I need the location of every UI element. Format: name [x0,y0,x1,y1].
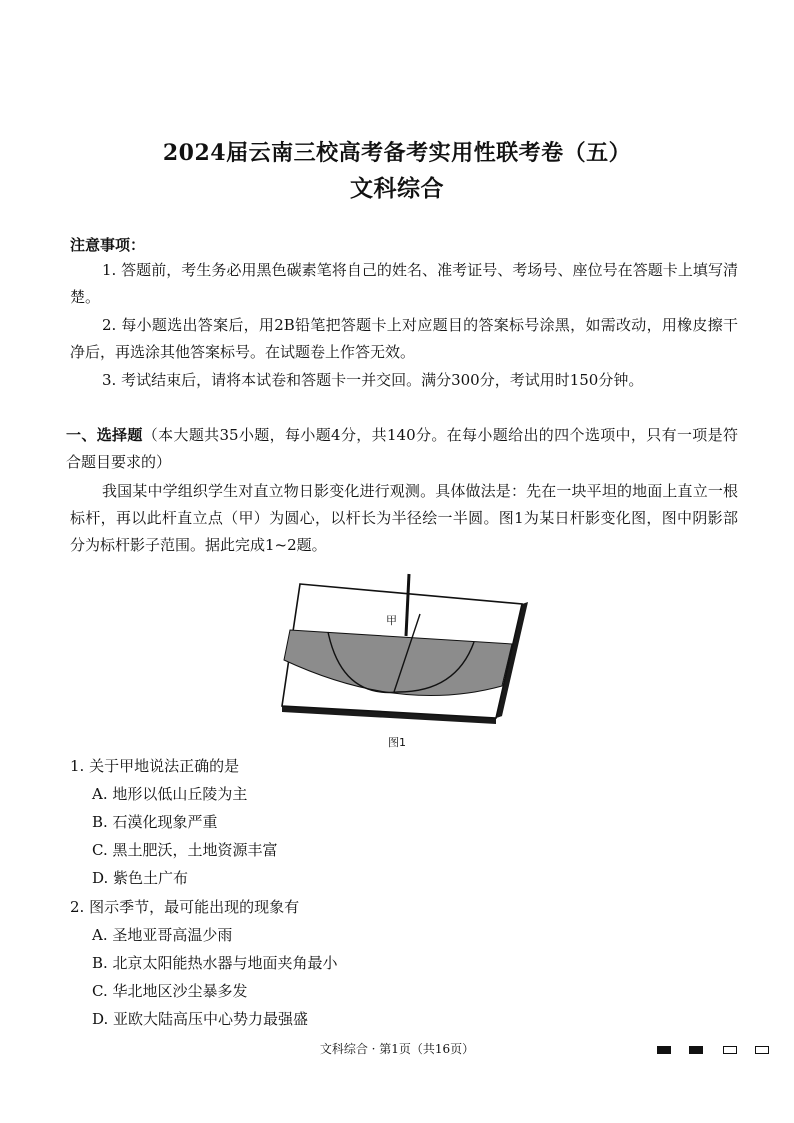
page-mark-empty [755,1046,769,1054]
exam-subject: 文科综合 [350,175,444,202]
notice-item-3: 3. 考试结束后，请将本试卷和答题卡一并交回。满分300分，考试用时150分钟。 [102,371,644,389]
page-mark-filled [657,1046,671,1054]
notice-item-1: 1. 答题前，考生务必用黑色碳素笔将自己的姓名、准考证号、考场号、座位号在答题卡上填写清楚。 [70,261,738,306]
q2-option-b: B. 北京太阳能热水器与地面夹角最小 [92,954,338,972]
question-1-stem: 1. 关于甲地说法正确的是 [70,757,240,775]
notice-item-2: 2. 每小题选出答案后，用2B铅笔把答题卡上对应题目的答案标号涂黑，如需改动，用橡皮擦干净后，再选涂其他答案标号。在试题卷上作答无效。 [70,316,738,361]
page-mark-filled [689,1046,703,1054]
section-description: （本大题共35小题，每小题4分，共140分。在每小题给出的四个选项中，只有一项是符合题目要求的） [66,426,738,471]
shadow-diagram [260,568,540,728]
point-label-jia: 甲 [386,614,397,627]
q1-option-a: A. 地形以低山丘陵为主 [92,785,248,803]
figure-1 [260,568,540,728]
section-header [66,422,738,476]
q1-option-d: D. 紫色土广布 [92,869,189,887]
q1-option-b: B. 石漠化现象严重 [92,813,218,831]
question-intro: 我国某中学组织学生对直立物日影变化进行观测。具体做法是：先在一块平坦的地面上直立一根标杆，再以此杆直立点（甲）为圆心，以杆长为半径绘一半圆。图1为某日杆影变化图，图中阴影部分为标杆影子范围。据此完成1~2题。 [70,482,738,554]
q2-option-c: C. 华北地区沙尘暴多发 [92,982,248,1000]
question-2-stem: 2. 图示季节，最可能出现的现象有 [70,898,300,916]
exam-title: 2024届云南三校高考备考实用性联考卷（五） [162,140,632,166]
q1-option-c: C. 黑土肥沃，土地资源丰富 [92,841,278,859]
q2-option-a: A. 圣地亚哥高温少雨 [92,926,233,944]
figure-caption: 图1 [388,736,406,749]
page-mark-empty [723,1046,737,1054]
q2-option-d: D. 亚欧大陆高压中心势力最强盛 [92,1010,309,1028]
section-title: 一、选择题 [66,426,143,444]
notice-heading: 注意事项： [70,236,146,254]
page-marks [657,1046,777,1058]
page-footer: 文科综合 · 第1页（共16页） [319,1042,475,1056]
